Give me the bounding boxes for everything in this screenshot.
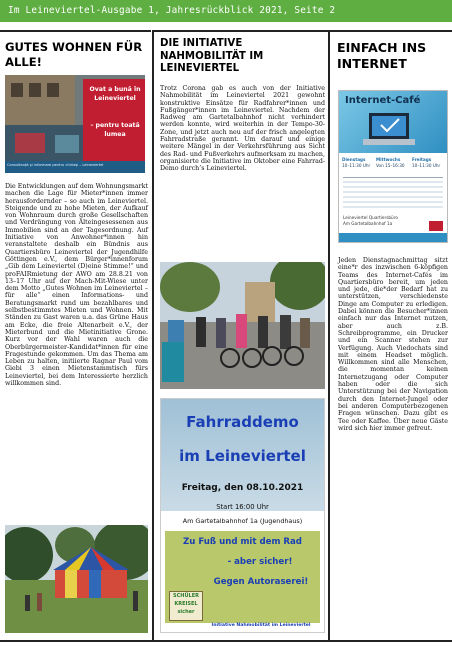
tent-event-photo [5,525,148,633]
laptop-icon [361,111,417,151]
column-divider-right [328,30,330,640]
internet-cafe-flyer [338,90,448,243]
col3-body-text: Jeden Dienstagnachmittag sitzt eine*r des inzwischen 6-köpfigen Teams des Internet-Cafés im Quartiersbüro bereit, um jeden und jede, die*der Bedarf hat zu unterstützen, verschiedenste Dinge am Computer zu erledigen. Dabei können die Besucher*innen einfach nur das Internet nutzen, aber auch z.B. Schreibprogramme, ein Drucker und ein Scanner stehen zur Verfügung. Auch Viedochats sind mit einem Headset möglich. Willkommen sind alle Menschen, die momentan keinen Internetzugang oder Computer haben oder die sich Unterstützung bei der Navigation durch den Internet-Jungel oder bei anderen Computerbezogenen Fragen wünschen. Dazu gibt es Tee oder Kaffee. Über neue Gäste wird sich hier immer gefreut. [338,257,448,432]
poster-slogan-1: Zu Fuß und mit dem Rad [183,537,302,547]
sign-line-2: KREISEL [174,601,198,607]
column-divider-left [152,30,154,640]
poster-start: Start 16:00 Uhr [216,503,269,511]
page-bottom-rule [0,640,452,642]
flyer-title: Internet-Café [345,95,421,106]
flyer-org-1: Leineviertel Quartiersbüro [343,215,398,220]
banner-line-1: Ovat a bună în [89,86,141,93]
poster-footer: Initiative Nahmobilität im Leineviertel [211,623,311,628]
fahrraddemo-poster [160,398,325,633]
bike-demo-photo [160,262,325,389]
banner-line-2: Leineviertel [94,95,136,102]
sign-line-3: sicher [177,609,195,615]
poster-title-1: Fahrraddemo [186,413,299,431]
housing-banner-photo [5,75,145,173]
col3-title: EINFACH INS INTERNET [337,40,427,71]
poster-slogan-2: - aber sicher! [227,557,293,567]
poster-place: Am Gartetalbahnhof 1a (Jugendhaus) [182,517,303,525]
col1-title: GUTES WOHNEN FÜR ALLE! [5,40,143,69]
col2-top-rule [154,30,328,32]
flyer-day-3: Freitags 10–11:30 Uhr [412,157,441,168]
poster-slogan-3: Gegen Autoraserei! [213,577,309,587]
col1-top-rule [0,30,151,32]
flyer-day-1: Dienstags 10–11:30 Uhr [342,157,371,168]
flyer-org-2: Am Gartetalbahnhof 1a [343,221,393,226]
page-header-bar [0,0,452,22]
page-header-text: Im Leineviertel-Ausgabe 1, Jahresrückblick 2021, Seite 2 [8,5,336,16]
poster-date: Freitag, den 08.10.2021 [181,483,304,493]
poster-title-2: im Leineviertel [179,447,306,465]
col2-title: DIE INITIATIVE NAHMOBILITÄT IM LEINEVIERTEL [160,38,264,74]
schuelerkreisel-sign [169,591,203,621]
col3-top-rule [330,30,452,32]
col2-body-text: Trotz Corona gab es auch von der Initiative Nahmobilität im Leineviertel 2021 gewohnt konstruktive Einsätze für Radfahrer*innen und Fußgänger*innen im Leineviertel. Nachdem der Radweg am Gartetalbahnhof nicht verhindert werden konnte, wird weiterhin in der Tempo-30-Zone, und jetzt auch neu auf der frisch angelegten Fahrradstraße gerannt. Um darauf und einige weitere Mängel in der Verkehrsführung aus Sicht des Rad- und Fußverkehrs aufmerksam zu machen, organisierte die Initiative im Oktober eine Fahrrad-Demo durch’s Leineviertel. [160,85,325,173]
sign-line-1: SCHÜLER [173,593,199,599]
banner-line-3: – pentru toată lumea [90,122,140,138]
banner-footer: Consultanță și informare pentru chiriași – Leineviertel [7,163,104,167]
flyer-day-2: Mittwochs Von 15–16:30 [376,157,405,168]
col1-body-text: Die Entwicklungen auf dem Wohnungsmarkt machen die Lage für Mieter*innen immer herausfordernder – so auch im Leineviertel. Steigende und zu hohe Mieten, der Aufkauf von Wohnraum durch große Gesellschaften und Verdrängung von Alteingesessenen aus Immobilien sind an der Tagesordnung. Auf Initiative von Anwohner*innen hin veranstaltete deshalb ein Bündnis aus Quartiersbüro Leineviertel der Jugendhilfe Göttingen e.V., dem Bürger*innenforum „Gib dem Leineviertel (D)eine Stimme!“ und proFAIRmietung der AWO am 28.8.21 von 13–17 Uhr auf der Mach-Mit-Wiese unter dem Motto „Gutes Wohnen im Leineviertel – für alle“ einen Informations- und Beratungsmarkt rund um bezahlbares und selbstbestimmtes Mieten und Wohnen. Mit Ständen zu Gast waren u.a. das Grüne Haus am Ecke, die freie Altenarbeit e.V., der Mieterbund und die Mietinitiative Grone. Kurz vor der Wahl waren auch die Oberbürgermeister-Kandidat*innen für eine Fragestunde gekommen. Um das Thema am Leben zu halten, initiierte Ragnar Paul vom Giebi 3 einen Mietenstammtisch fürs Leineviertel, bei dem Interessierte herzlich willkommen sind. [5,183,148,388]
